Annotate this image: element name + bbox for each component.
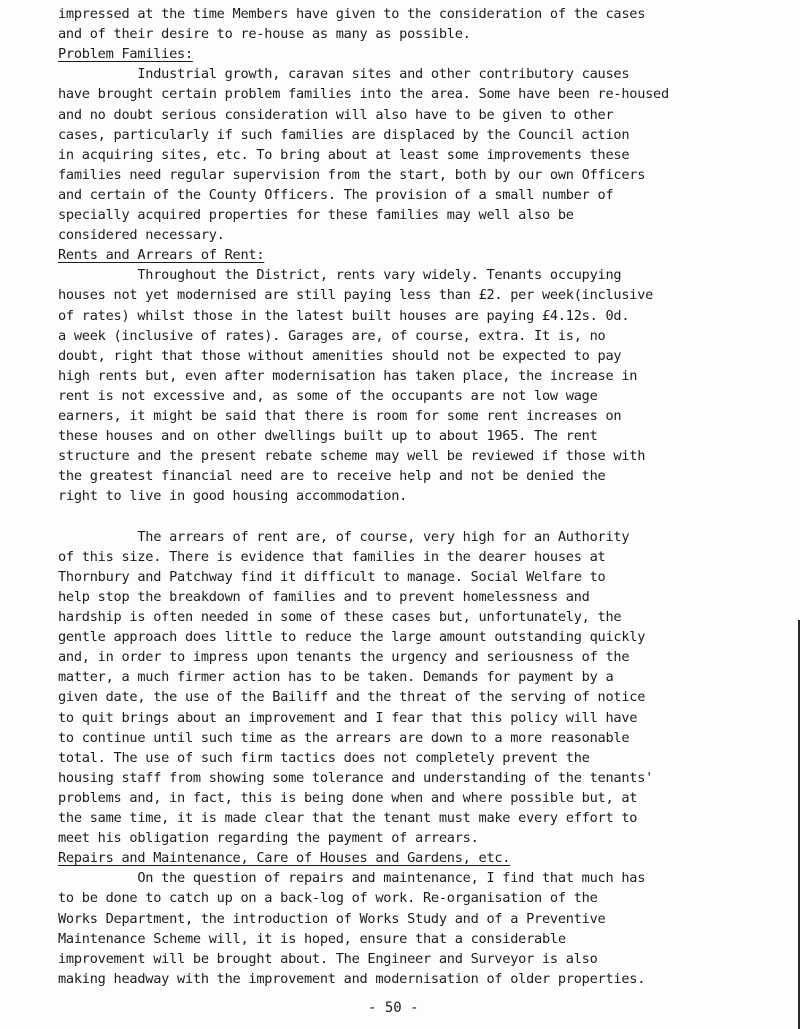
text-line: and, in order to impress upon tenants the urgency and seriousness of the [58,649,630,666]
text-line: specially acquired properties for these families may well also be [58,207,574,223]
text-line: impressed at the time Members have given to the consideration of the cases [58,6,646,22]
section-heading: Problem Families: [58,46,193,63]
text-line: structure and the present rebate scheme may well be reviewed if those with [58,448,646,465]
text-line: rent is not excessive and, as some of the occupants are not low wage [58,387,598,404]
text-line: in acquiring sites, etc. To bring about at least some improvements these [58,146,630,163]
text-line: these houses and on other dwellings built up to about 1965. The rent [58,428,598,445]
text-line: earners, it might be said that there is room for some rent increases on [58,408,622,424]
text-line: to quit brings about an improvement and I fear that this policy will have [58,709,638,726]
text-line: of this size. There is evidence that families in the dearer houses at [58,548,606,565]
text-line: the same time, it is made clear that the tenant must make every effort to [58,810,638,826]
text-line: have brought certain problem families into the area. Some have been re-housed [58,86,669,103]
text-line: Works Department, the introduction of Works Study and of a Preventive [58,910,606,927]
text-line: Maintenance Scheme will, it is hoped, ensure that a considerable [58,930,566,947]
text-line: housing staff from showing some tolerance and understanding of the tenants' [58,769,654,786]
text-line: a week (inclusive of rates). Garages are, of course, extra. It is, no [58,327,606,344]
text-line: help stop the breakdown of families and to prevent homelessness and [58,588,590,605]
text-line: given date, the use of the Bailiff and the threat of the serving of notice [58,689,646,706]
text-line: Industrial growth, caravan sites and other contributory causes [58,66,630,83]
text-line: and certain of the County Officers. The provision of a small number of [58,186,614,203]
text-line: making headway with the improvement and modernisation of older properties. [58,970,646,987]
text-line: On the question of repairs and maintenance, I find that much has [58,870,646,887]
text-line: hardship is often needed in some of these cases but, unfortunately, the [58,609,622,625]
text-line: to be done to catch up on a back-log of work. Re-organisation of the [58,890,598,907]
page-number: - 50 - [368,1000,419,1016]
text-line: and no doubt serious consideration will also have to be given to other [58,106,614,123]
text-line: of rates) whilst those in the latest built houses are paying £4.12s. 0d. [58,307,630,324]
text-line: families need regular supervision from the start, both by our own Officers [58,166,646,183]
text-line: and of their desire to re-house as many as possible. [58,26,471,43]
section-heading: Rents and Arrears of Rent: [58,247,265,264]
text-line: right to live in good housing accommodation. [58,488,408,505]
text-line: total. The use of such firm tactics does not completely prevent the [58,749,590,766]
text-line: houses not yet modernised are still paying less than £2. per week(inclusive [58,287,654,304]
text-line: Thornbury and Patchway find it difficult to manage. Social Welfare to [58,568,606,585]
section-heading: Repairs and Maintenance, Care of Houses and Gardens, etc. [58,850,511,867]
text-line: the greatest financial need are to receive help and not be denied the [58,468,606,485]
text-line: problems and, in fact, this is being done when and where possible but, at [58,789,638,806]
text-line: doubt, right that those without amenities should not be expected to pay [58,347,622,364]
text-line: matter, a much firmer action has to be taken. Demands for payment by a [58,669,614,686]
text-line: cases, particularly if such families are displaced by the Council action [58,126,630,143]
text-line: meet his obligation regarding the payment of arrears. [58,830,479,847]
text-line: gentle approach does little to reduce the large amount outstanding quickly [58,629,646,646]
text-line: The arrears of rent are, of course, very high for an Authority [58,528,630,545]
text-line: to continue until such time as the arrears are down to a more reasonable [58,729,630,746]
text-line: considered necessary. [58,227,225,244]
text-line: high rents but, even after modernisation has taken place, the increase in [58,367,638,384]
text-line: Throughout the District, rents vary widely. Tenants occupying [58,267,622,284]
text-line: improvement will be brought about. The Engineer and Surveyor is also [58,950,598,967]
